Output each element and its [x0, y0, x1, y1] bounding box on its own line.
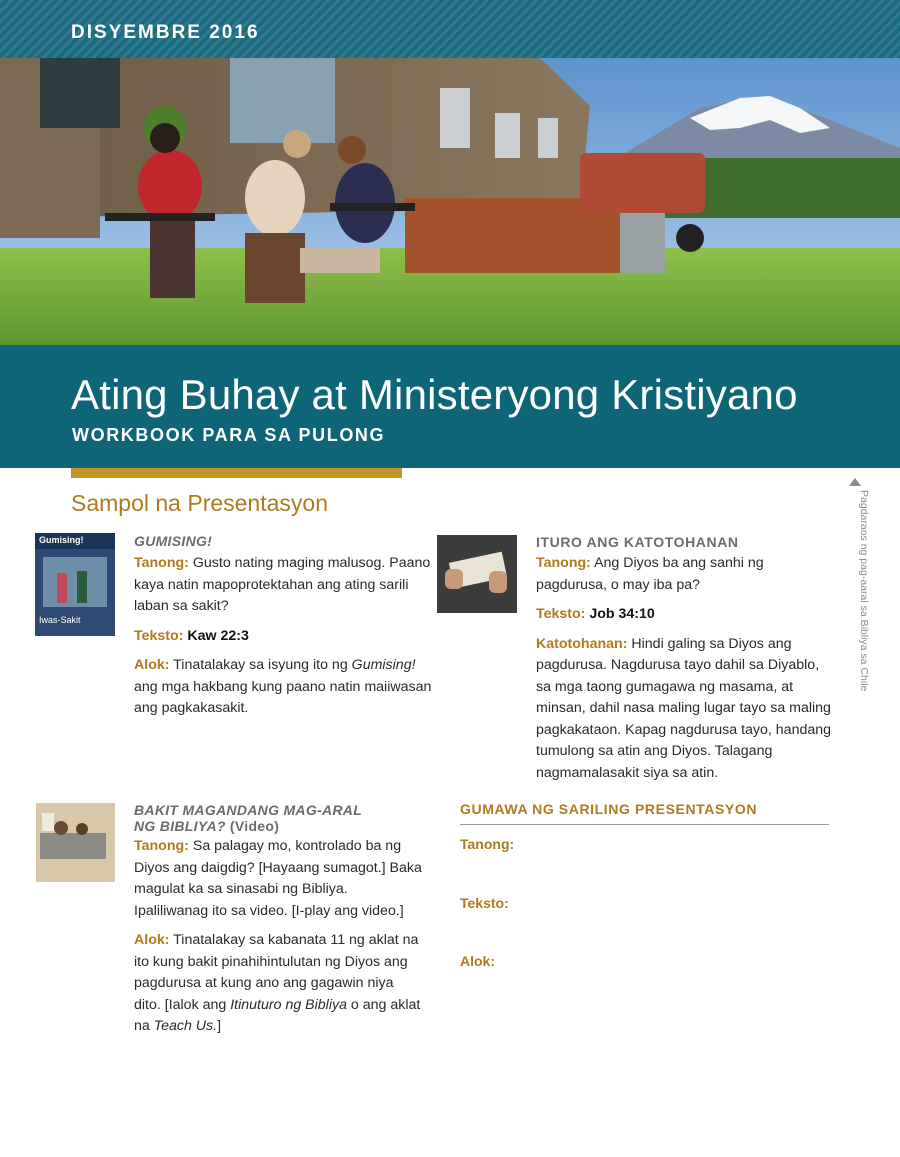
page-title: Ating Buhay at Ministeryong Kristiyano: [71, 371, 798, 418]
presentation-title: [134, 802, 374, 834]
truth-paragraph: [536, 634, 836, 785]
presentation-gumising: [134, 533, 434, 728]
question-paragraph: [536, 553, 836, 596]
truth-text: Hindi galing sa Diyos ang pagdurusa. Nagdurusa tayo dahil sa Diyablo, sa mga taong gumagawa ng masama, at minsan, dahil nasa maling lugar tayo sa maling pagkakataon. Kapag nagdurusa tayo, handang tumulong sa atin ang Diyos. Talagang nagmamalasakit siya sa atin.: [536, 635, 832, 781]
question-label: Tanong:: [536, 555, 591, 571]
offer-publication: Gumising!: [351, 657, 416, 673]
page-subtitle: WORKBOOK PARA SA PULONG: [72, 425, 386, 445]
scripture-label: Teksto:: [134, 627, 184, 644]
video-thumbnail: [36, 803, 115, 882]
scripture-label: Teksto:: [536, 606, 586, 622]
video-title: BAKIT MAGANDANG MAG-ARAL NG BIBLIYA?: [134, 802, 362, 834]
caption-arrow-icon: [849, 478, 861, 486]
presentation-ituro: [536, 533, 836, 792]
scripture-paragraph: [134, 626, 434, 648]
question-text: Gusto nating maging malusog. Paano kaya natin mapoprotektahan ang ating sarili laban sa sakit?: [134, 555, 431, 614]
hero-photo: [0, 58, 900, 345]
own-question-label: Tanong:: [460, 836, 515, 852]
bible-hands-thumbnail: [437, 535, 517, 613]
question-paragraph: [134, 836, 424, 922]
gold-divider: [71, 468, 402, 478]
own-scripture-label: Teksto:: [460, 895, 509, 911]
offer-book-1: Itinuturo ng Bibliya: [230, 996, 347, 1013]
offer-paragraph: [134, 655, 434, 720]
video-label: (Video): [229, 818, 280, 834]
question-paragraph: [134, 553, 434, 618]
offer-label: Alok:: [134, 932, 170, 948]
photo-caption: Pagdaraos ng pag-aaral sa Bibliya sa Chile: [858, 490, 870, 692]
presentation-title: ITURO ANG KATOTOHANAN: [536, 534, 739, 550]
offer-paragraph: [134, 930, 424, 1038]
presentation-bakit: [134, 802, 424, 1046]
scripture-reference: Job 34:10: [589, 606, 655, 622]
issue-header-band: [0, 0, 900, 58]
offer-text-start: Tinatalakay sa kabanata 11 ng aklat na ito kung bakit pinahihintulutan ng Diyos ang pagdurusa at kung ano ang gagawin niya dito. [Ialok ang: [134, 932, 419, 1013]
magazine-cover-thumbnail: [35, 533, 115, 636]
offer-text-end: ang mga hakbang kung paano natin maiiwasan ang pagkakasakit.: [134, 678, 432, 716]
offer-label: Alok:: [134, 657, 170, 673]
question-text: Sa palagay mo, kontrolado ba ng Diyos ang daigdig? [Hayaang sumagot.] Baka magulat ka sa sinasabi ng Bibliya. Ipaliliwanag ito sa video. [I-play ang video.]: [134, 838, 422, 919]
own-offer-label: Alok:: [460, 953, 495, 969]
thumbnail-subtitle: Iwas-Sakit: [39, 615, 81, 625]
offer-text-end: ]: [217, 1018, 222, 1034]
question-text: Ang Diyos ba ang sanhi ng pagdurusa, o may iba pa?: [536, 555, 764, 593]
scripture-paragraph: [536, 604, 836, 626]
offer-text-mid: o ang aklat na: [134, 996, 421, 1034]
title-band: [0, 345, 900, 468]
scripture-reference: Kaw 22:3: [187, 627, 249, 644]
presentation-title: GUMISING!: [134, 533, 213, 549]
offer-book-2: Teach Us.: [153, 1018, 218, 1034]
thumbnail-title: Gumising!: [39, 535, 84, 545]
section-heading: Sampol na Presentasyon: [71, 490, 328, 516]
own-presentation-rule: [460, 824, 829, 825]
own-presentation-title: GUMAWA NG SARILING PRESENTASYON: [460, 801, 758, 817]
question-label: Tanong:: [134, 555, 189, 571]
offer-text-start: Tinatalakay sa isyung ito ng: [173, 657, 352, 673]
question-label: Tanong:: [134, 838, 189, 854]
truth-label: Katotohanan:: [536, 635, 628, 652]
issue-date: DISYEMBRE 2016: [71, 22, 260, 43]
